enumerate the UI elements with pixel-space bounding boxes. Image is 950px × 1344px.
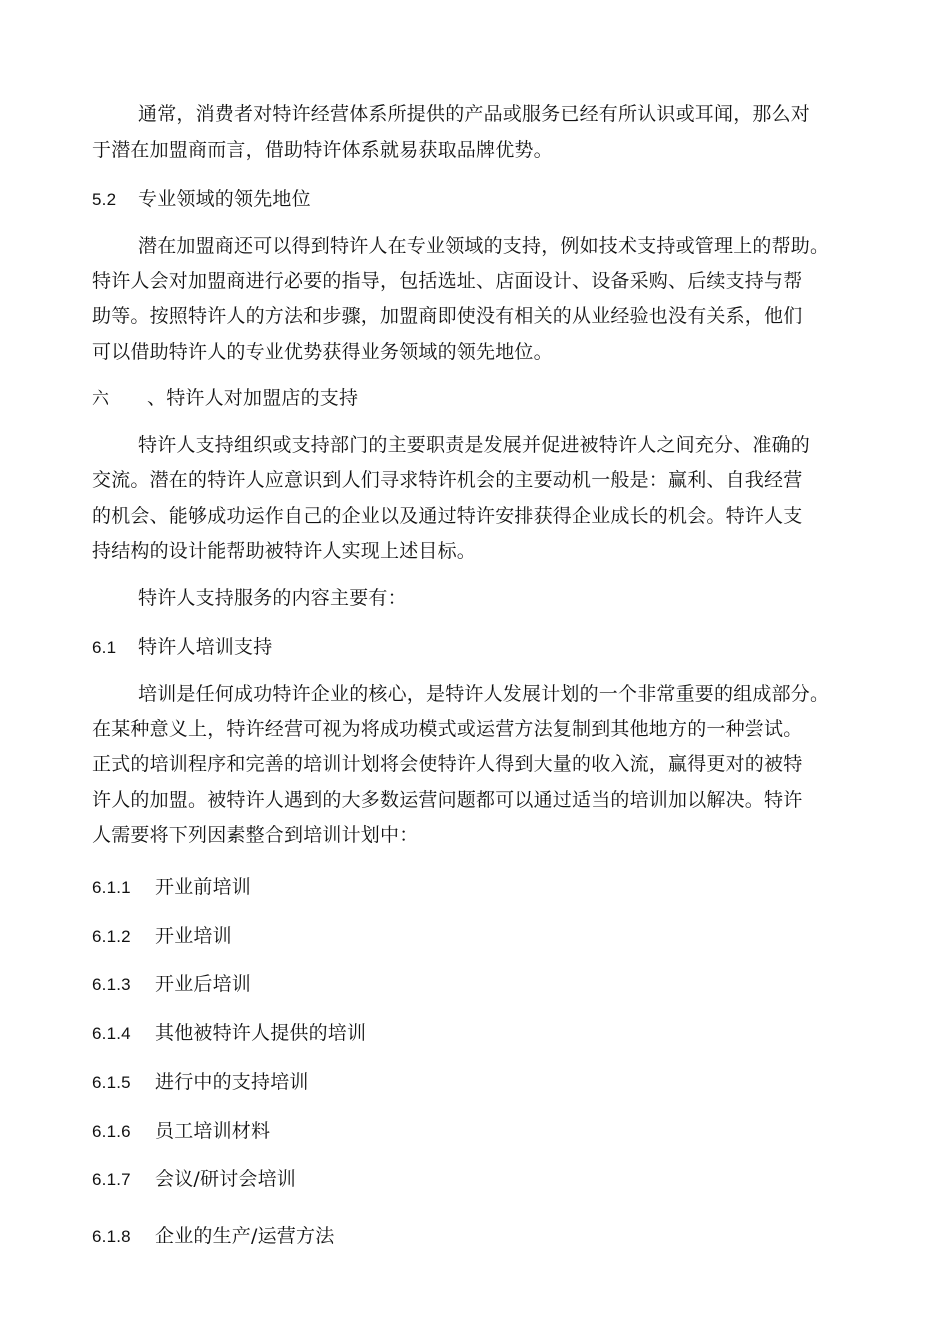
- item-title: 员工培训材料: [155, 1120, 271, 1142]
- paragraph-line: 在某种意义上，特许经营可视为将成功模式或运营方法复制到其他地方的一种尝试。: [92, 718, 803, 740]
- item-title: 会议/研讨会培训: [155, 1168, 297, 1190]
- section-number: 6.1: [92, 638, 117, 657]
- paragraph-line: 培训是任何成功特许企业的核心，是特许人发展计划的一个非常重要的组成部分。: [138, 683, 830, 705]
- section-number: 六: [92, 389, 110, 408]
- item-title: 开业后培训: [155, 973, 252, 995]
- item-title: 开业前培训: [155, 876, 252, 898]
- section-title: 特许人培训支持: [138, 636, 273, 658]
- paragraph-line: 交流。潜在的特许人应意识到人们寻求特许机会的主要动机一般是：赢利、自我经营: [92, 469, 803, 491]
- item-number: 6.1.7: [92, 1170, 131, 1189]
- paragraph-line: 通常，消费者对特许经营体系所提供的产品或服务已经有所认识或耳闻，那么对: [138, 103, 811, 125]
- paragraph-line: 持结构的设计能帮助被特许人实现上述目标。: [92, 540, 477, 562]
- paragraph-line: 潜在加盟商还可以得到特许人在专业领域的支持，例如技术支持或管理上的帮助。: [138, 235, 830, 257]
- paragraph-line: 人需要将下列因素整合到培训计划中：: [92, 824, 419, 846]
- item-title: 企业的生产/运营方法: [155, 1225, 335, 1247]
- paragraph-line: 特许人支持组织或支持部门的主要职责是发展并促进被特许人之间充分、准确的: [138, 434, 811, 456]
- list-item: [92, 1020, 366, 1047]
- paragraph-line: 的机会、能够成功运作自己的企业以及通过特许安排获得企业成长的机会。特许人支: [92, 505, 803, 527]
- paragraph-line: 可以借助特许人的专业优势获得业务领域的领先地位。: [92, 341, 553, 363]
- paragraph-line: 助等。按照特许人的方法和步骤，加盟商即使没有相关的从业经验也没有关系，他们: [92, 305, 803, 327]
- item-number: 6.1.6: [92, 1122, 131, 1141]
- list-item: [92, 1069, 309, 1096]
- item-number: 6.1.1: [92, 878, 131, 897]
- list-item: [92, 1118, 270, 1145]
- list-item: [92, 971, 251, 998]
- item-title: 开业培训: [155, 925, 232, 947]
- section-title: 、特许人对加盟店的支持: [147, 387, 359, 409]
- section-title: 专业领域的领先地位: [138, 188, 311, 210]
- section-heading-6: [92, 385, 358, 412]
- section-heading-6-1: [92, 634, 272, 661]
- item-number: 6.1.4: [92, 1024, 131, 1043]
- item-title: 其他被特许人提供的培训: [155, 1022, 367, 1044]
- item-number: 6.1.5: [92, 1073, 131, 1092]
- item-number: 6.1.8: [92, 1227, 131, 1246]
- section-number: 5.2: [92, 190, 117, 209]
- list-item: [92, 1166, 296, 1193]
- section-heading-5-2: [92, 186, 311, 213]
- paragraph-line: 许人的加盟。被特许人遇到的大多数运营问题都可以通过适当的培训加以解决。特许: [92, 789, 803, 811]
- list-item: [92, 923, 232, 950]
- paragraph-line: 于潜在加盟商而言，借助特许体系就易获取品牌优势。: [92, 139, 553, 161]
- item-number: 6.1.3: [92, 975, 131, 994]
- list-item: [92, 874, 251, 901]
- item-title: 进行中的支持培训: [155, 1071, 309, 1093]
- paragraph-line: 正式的培训程序和完善的培训计划将会使特许人得到大量的收入流，赢得更对的被特: [92, 753, 803, 775]
- paragraph-line: 特许人会对加盟商进行必要的指导，包括选址、店面设计、设备采购、后续支持与帮: [92, 270, 803, 292]
- item-number: 6.1.2: [92, 927, 131, 946]
- list-item: [92, 1223, 334, 1250]
- paragraph-line: 特许人支持服务的内容主要有：: [138, 587, 407, 609]
